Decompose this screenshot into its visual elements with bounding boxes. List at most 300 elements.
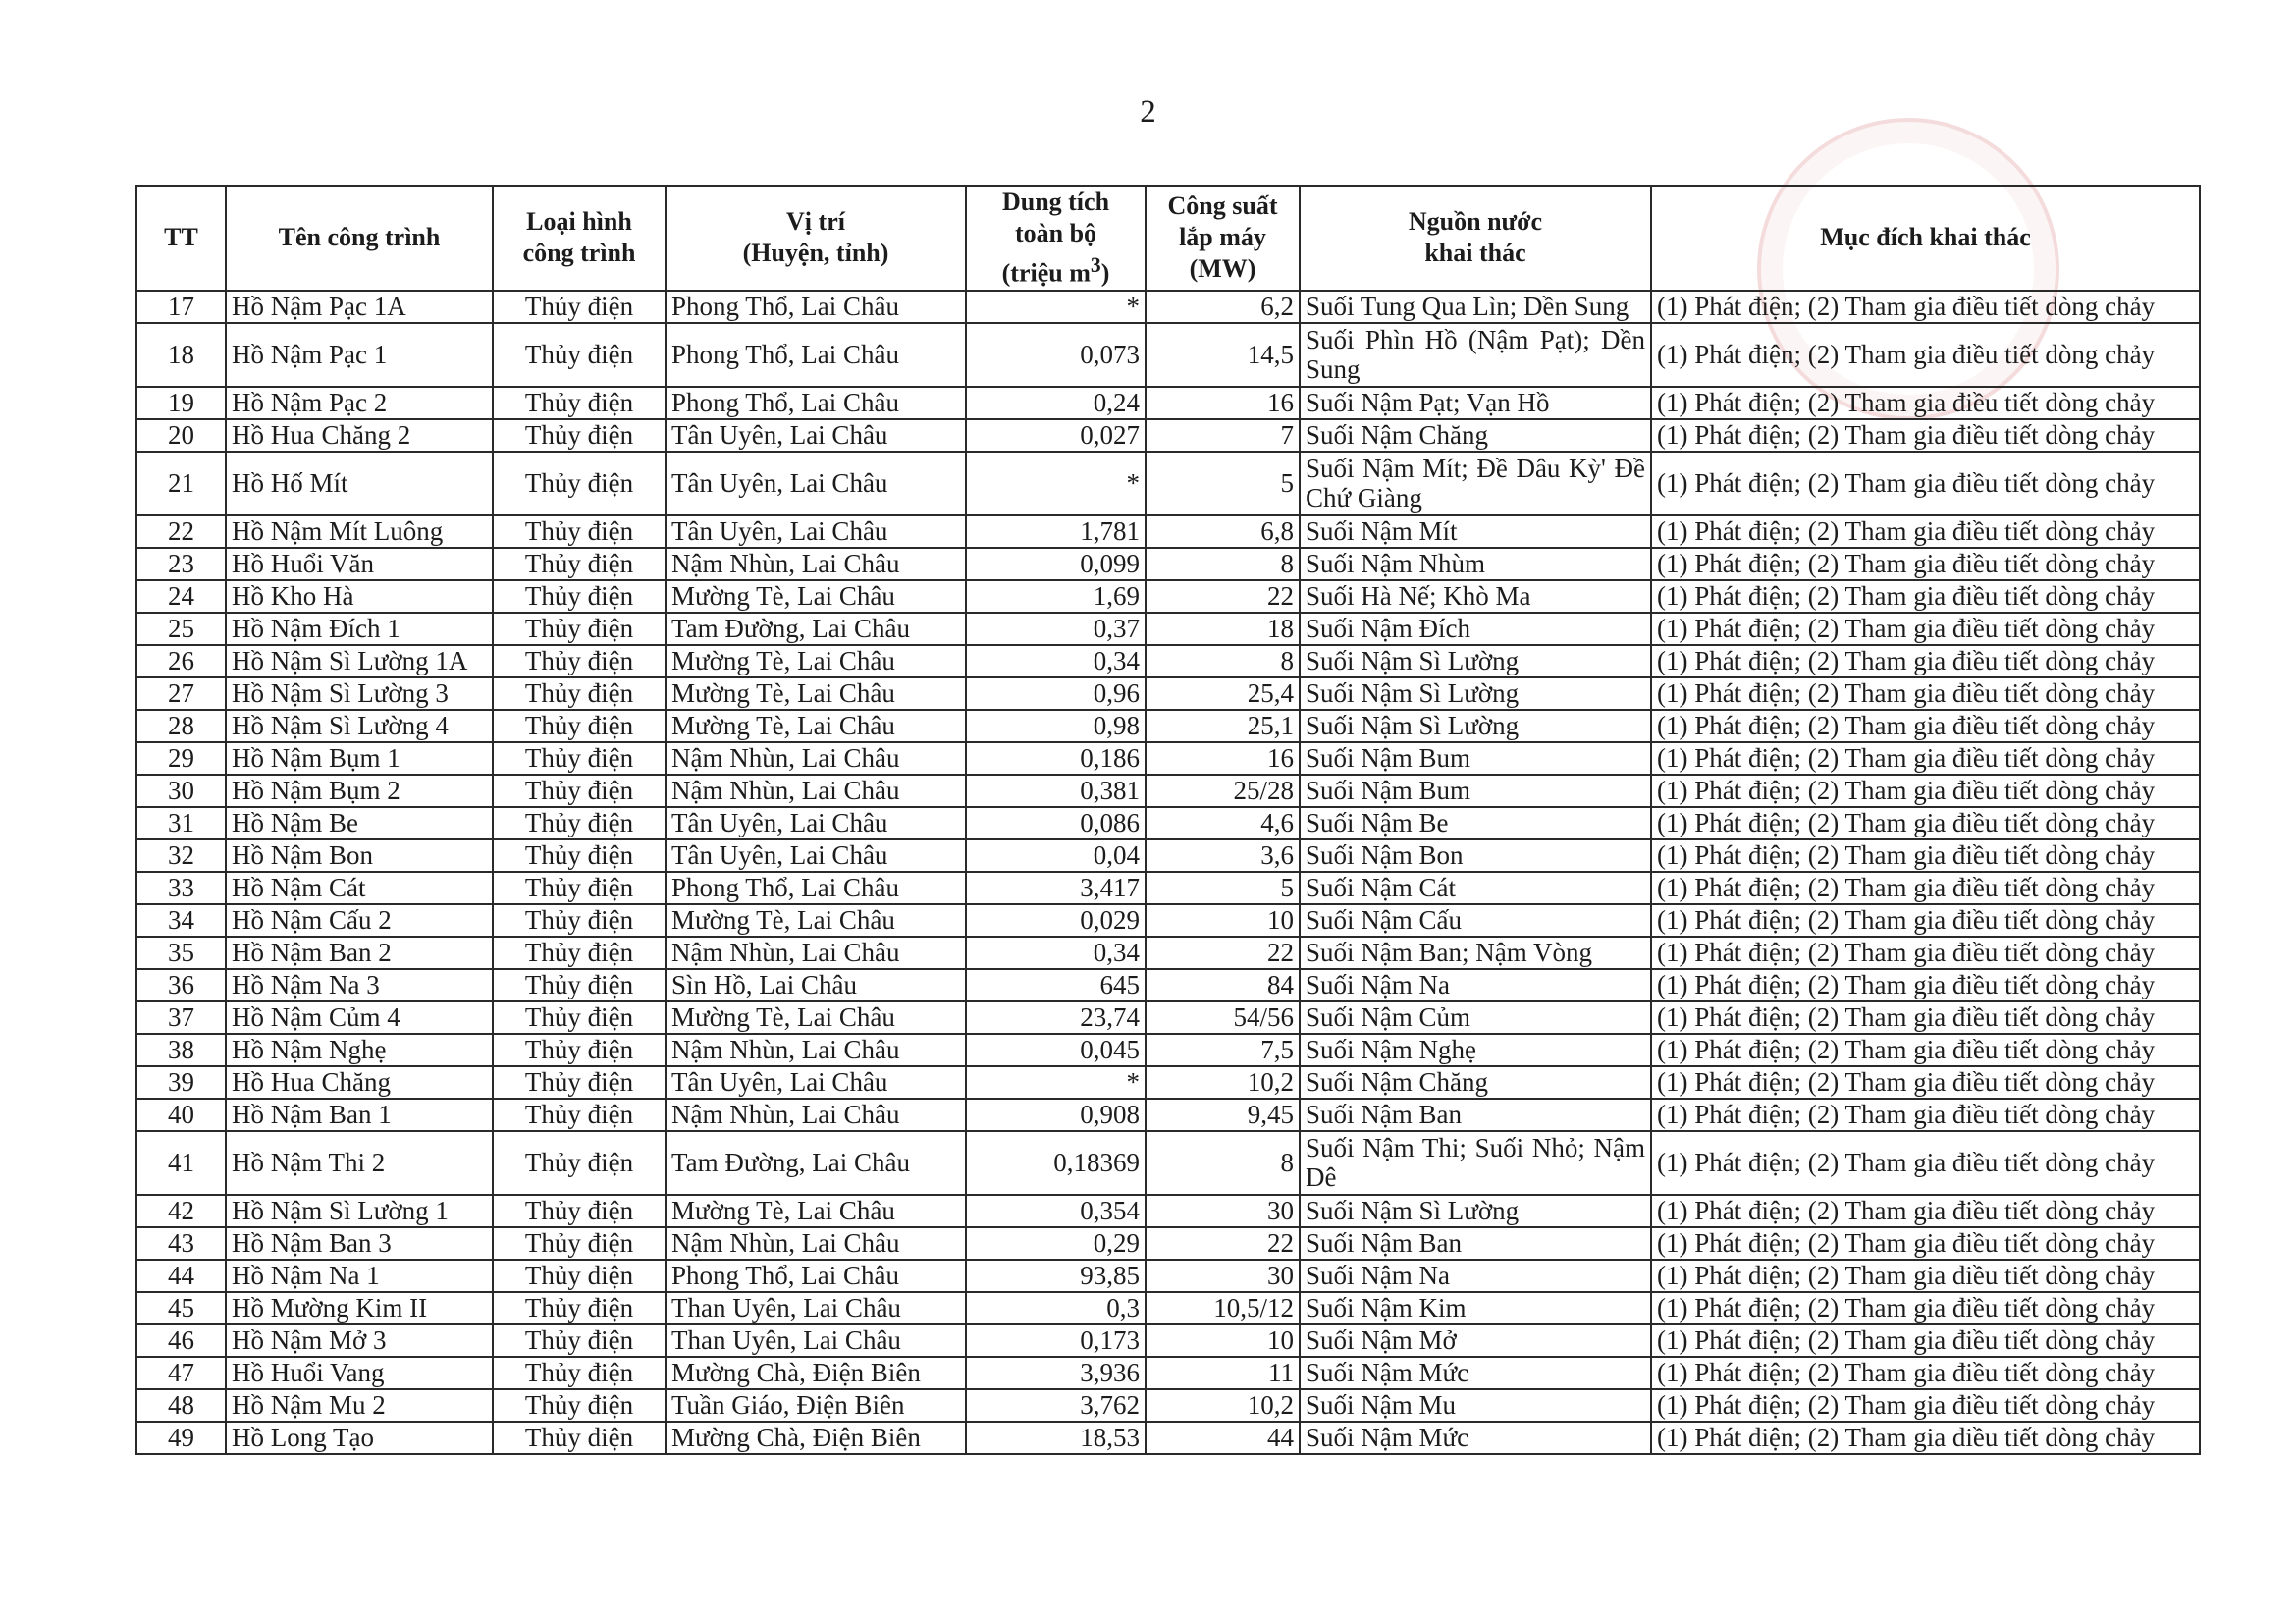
header-location-line1: Vị trí — [786, 207, 845, 237]
table-row — [136, 1260, 2200, 1292]
cell-location: Phong Thổ, Lai Châu — [666, 323, 966, 387]
cell-name: Hồ Kho Hà — [226, 580, 493, 613]
header-type-line2: công trình — [522, 239, 636, 268]
table-row — [136, 580, 2200, 613]
cell-purpose: (1) Phát điện; (2) Tham gia điều tiết dòng chảy — [1651, 775, 2200, 807]
cell-type: Thủy điện — [493, 904, 666, 937]
table-row — [136, 742, 2200, 775]
cell-name: Hồ Hua Chăng 2 — [226, 419, 493, 452]
cell-type: Thủy điện — [493, 839, 666, 872]
cell-purpose: (1) Phát điện; (2) Tham gia điều tiết dòng chảy — [1651, 1066, 2200, 1099]
cell-power: 54/56 — [1146, 1001, 1300, 1034]
page-number: 2 — [1140, 94, 1156, 130]
cell-source: Suối Nậm Cấu — [1300, 904, 1651, 937]
cell-source: Suối Nậm Nghẹ — [1300, 1034, 1651, 1066]
cell-location: Tân Uyên, Lai Châu — [666, 1066, 966, 1099]
cell-type: Thủy điện — [493, 872, 666, 904]
cell-purpose: (1) Phát điện; (2) Tham gia điều tiết dòng chảy — [1651, 515, 2200, 548]
header-power-line1: Công suất — [1167, 191, 1278, 221]
table-row — [136, 1001, 2200, 1034]
header-location-line2: (Huyện, tỉnh) — [742, 239, 889, 268]
cell-source: Suối Nậm Chăng — [1300, 419, 1651, 452]
cell-purpose: (1) Phát điện; (2) Tham gia điều tiết dòng chảy — [1651, 937, 2200, 969]
cell-source: Suối Nậm Ban — [1300, 1099, 1651, 1131]
cell-location: Tân Uyên, Lai Châu — [666, 452, 966, 515]
table-header — [136, 186, 2200, 291]
cell-purpose: (1) Phát điện; (2) Tham gia điều tiết dòng chảy — [1651, 677, 2200, 710]
cell-capacity: 0,3 — [966, 1292, 1146, 1324]
cell-power: 7,5 — [1146, 1034, 1300, 1066]
cell-tt: 42 — [136, 1195, 226, 1227]
cell-capacity: 0,29 — [966, 1227, 1146, 1260]
cell-power: 8 — [1146, 1131, 1300, 1195]
cell-tt: 49 — [136, 1422, 226, 1454]
cell-source: Suối Nậm Bum — [1300, 775, 1651, 807]
cell-name: Hồ Nậm Pạc 1 — [226, 323, 493, 387]
cell-source: Suối Nậm Mở — [1300, 1324, 1651, 1357]
table-row — [136, 937, 2200, 969]
cell-tt: 25 — [136, 613, 226, 645]
cell-type: Thủy điện — [493, 1260, 666, 1292]
cell-type: Thủy điện — [493, 580, 666, 613]
cell-source: Suối Phìn Hồ (Nậm Pạt); Dền Sung — [1300, 323, 1651, 387]
cell-location: Nậm Nhùn, Lai Châu — [666, 742, 966, 775]
cell-purpose: (1) Phát điện; (2) Tham gia điều tiết dòng chảy — [1651, 710, 2200, 742]
cell-type: Thủy điện — [493, 1195, 666, 1227]
reservoir-table — [135, 185, 2201, 1455]
cell-tt: 18 — [136, 323, 226, 387]
cell-name: Hồ Nậm Sì Lường 3 — [226, 677, 493, 710]
cell-purpose: (1) Phát điện; (2) Tham gia điều tiết dòng chảy — [1651, 807, 2200, 839]
cell-purpose: (1) Phát điện; (2) Tham gia điều tiết dòng chảy — [1651, 1195, 2200, 1227]
cell-capacity: 0,099 — [966, 548, 1146, 580]
cell-name: Hồ Nậm Củm 4 — [226, 1001, 493, 1034]
cell-tt: 45 — [136, 1292, 226, 1324]
cell-source: Suối Nậm Mu — [1300, 1389, 1651, 1422]
cell-tt: 37 — [136, 1001, 226, 1034]
cell-tt: 36 — [136, 969, 226, 1001]
cell-source: Suối Nậm Pạt; Vạn Hồ — [1300, 387, 1651, 419]
header-type-line1: Loại hình — [526, 207, 632, 237]
cell-source: Suối Nậm Na — [1300, 1260, 1651, 1292]
cell-source: Suối Nậm Sì Lường — [1300, 677, 1651, 710]
cell-name: Hồ Nậm Ban 3 — [226, 1227, 493, 1260]
cell-tt: 34 — [136, 904, 226, 937]
cell-source: Suối Nậm Bon — [1300, 839, 1651, 872]
cell-purpose: (1) Phát điện; (2) Tham gia điều tiết dòng chảy — [1651, 387, 2200, 419]
cell-name: Hồ Nậm Ban 2 — [226, 937, 493, 969]
cell-capacity: 0,34 — [966, 645, 1146, 677]
cell-capacity: 0,045 — [966, 1034, 1146, 1066]
cell-type: Thủy điện — [493, 419, 666, 452]
cell-tt: 24 — [136, 580, 226, 613]
table-row — [136, 677, 2200, 710]
cell-power: 25/28 — [1146, 775, 1300, 807]
cell-purpose: (1) Phát điện; (2) Tham gia điều tiết dòng chảy — [1651, 548, 2200, 580]
cell-purpose: (1) Phát điện; (2) Tham gia điều tiết dòng chảy — [1651, 1389, 2200, 1422]
cell-power: 10,5/12 — [1146, 1292, 1300, 1324]
cell-power: 16 — [1146, 742, 1300, 775]
cell-capacity: 0,086 — [966, 807, 1146, 839]
cell-capacity: 23,74 — [966, 1001, 1146, 1034]
cell-purpose: (1) Phát điện; (2) Tham gia điều tiết dòng chảy — [1651, 742, 2200, 775]
cell-capacity: 0,96 — [966, 677, 1146, 710]
cell-purpose: (1) Phát điện; (2) Tham gia điều tiết dòng chảy — [1651, 580, 2200, 613]
cell-tt: 28 — [136, 710, 226, 742]
cell-location: Phong Thổ, Lai Châu — [666, 872, 966, 904]
cell-purpose: (1) Phát điện; (2) Tham gia điều tiết dòng chảy — [1651, 904, 2200, 937]
table-row — [136, 807, 2200, 839]
cell-capacity: 0,37 — [966, 613, 1146, 645]
cell-name: Hồ Long Tạo — [226, 1422, 493, 1454]
cell-location: Nậm Nhùn, Lai Châu — [666, 775, 966, 807]
cell-purpose: (1) Phát điện; (2) Tham gia điều tiết dòng chảy — [1651, 1227, 2200, 1260]
header-power-line2: lắp máy — [1179, 223, 1266, 252]
cell-capacity: * — [966, 452, 1146, 515]
cell-purpose: (1) Phát điện; (2) Tham gia điều tiết dòng chảy — [1651, 1324, 2200, 1357]
table-row — [136, 1099, 2200, 1131]
cell-capacity: 0,24 — [966, 387, 1146, 419]
cell-capacity: 0,908 — [966, 1099, 1146, 1131]
table-body — [136, 291, 2200, 1454]
cell-name: Hồ Nậm Sì Lường 1A — [226, 645, 493, 677]
cell-capacity: 0,18369 — [966, 1131, 1146, 1195]
cell-location: Mường Chà, Điện Biên — [666, 1422, 966, 1454]
cell-name: Hồ Nậm Thi 2 — [226, 1131, 493, 1195]
cell-power: 6,8 — [1146, 515, 1300, 548]
header-power — [1146, 186, 1300, 291]
cell-location: Tam Đường, Lai Châu — [666, 613, 966, 645]
table-row — [136, 452, 2200, 515]
cell-source: Suối Nậm Mức — [1300, 1357, 1651, 1389]
header-capacity-line1: Dung tích — [1001, 188, 1110, 216]
cell-tt: 29 — [136, 742, 226, 775]
header-capacity-sup: 3 — [1090, 253, 1101, 277]
table-row — [136, 710, 2200, 742]
cell-type: Thủy điện — [493, 969, 666, 1001]
cell-source: Suối Nậm Thi; Suối Nhỏ; Nậm Dê — [1300, 1131, 1651, 1195]
cell-capacity: 0,186 — [966, 742, 1146, 775]
cell-tt: 20 — [136, 419, 226, 452]
cell-capacity: 1,781 — [966, 515, 1146, 548]
cell-source: Suối Nậm Sì Lường — [1300, 710, 1651, 742]
table-row — [136, 515, 2200, 548]
cell-capacity: 0,029 — [966, 904, 1146, 937]
table-row — [136, 323, 2200, 387]
cell-location: Tuần Giáo, Điện Biên — [666, 1389, 966, 1422]
cell-source: Suối Nậm Ban — [1300, 1227, 1651, 1260]
cell-name: Hồ Nậm Ban 1 — [226, 1099, 493, 1131]
cell-location: Phong Thổ, Lai Châu — [666, 1260, 966, 1292]
cell-purpose: (1) Phát điện; (2) Tham gia điều tiết dòng chảy — [1651, 1034, 2200, 1066]
cell-tt: 31 — [136, 807, 226, 839]
header-power-line3: (MW) — [1189, 254, 1256, 284]
cell-name: Hồ Nậm Đích 1 — [226, 613, 493, 645]
cell-purpose: (1) Phát điện; (2) Tham gia điều tiết dòng chảy — [1651, 419, 2200, 452]
cell-type: Thủy điện — [493, 807, 666, 839]
cell-power: 11 — [1146, 1357, 1300, 1389]
cell-capacity: 0,98 — [966, 710, 1146, 742]
cell-capacity: 0,173 — [966, 1324, 1146, 1357]
cell-location: Nậm Nhùn, Lai Châu — [666, 548, 966, 580]
cell-tt: 38 — [136, 1034, 226, 1066]
cell-tt: 32 — [136, 839, 226, 872]
cell-source: Suối Nậm Củm — [1300, 1001, 1651, 1034]
cell-type: Thủy điện — [493, 1292, 666, 1324]
cell-capacity: 0,354 — [966, 1195, 1146, 1227]
table-row — [136, 1422, 2200, 1454]
table-row — [136, 419, 2200, 452]
header-type — [493, 186, 666, 291]
cell-source: Suối Nậm Chăng — [1300, 1066, 1651, 1099]
cell-tt: 47 — [136, 1357, 226, 1389]
cell-name: Hồ Nậm Be — [226, 807, 493, 839]
cell-tt: 44 — [136, 1260, 226, 1292]
table-row — [136, 1034, 2200, 1066]
cell-type: Thủy điện — [493, 1389, 666, 1422]
cell-power: 3,6 — [1146, 839, 1300, 872]
cell-location: Mường Tè, Lai Châu — [666, 645, 966, 677]
cell-purpose: (1) Phát điện; (2) Tham gia điều tiết dòng chảy — [1651, 1422, 2200, 1454]
cell-name: Hồ Nậm Bon — [226, 839, 493, 872]
cell-power: 10 — [1146, 904, 1300, 937]
cell-source: Suối Tung Qua Lìn; Dền Sung — [1300, 291, 1651, 323]
header-capacity-close: ) — [1100, 258, 1110, 288]
cell-tt: 23 — [136, 548, 226, 580]
cell-name: Hồ Nậm Cát — [226, 872, 493, 904]
cell-name: Hồ Mường Kim II — [226, 1292, 493, 1324]
cell-power: 25,4 — [1146, 677, 1300, 710]
cell-name: Hồ Huổi Vang — [226, 1357, 493, 1389]
cell-purpose: (1) Phát điện; (2) Tham gia điều tiết dòng chảy — [1651, 1131, 2200, 1195]
cell-type: Thủy điện — [493, 677, 666, 710]
cell-type: Thủy điện — [493, 1034, 666, 1066]
cell-source: Suối Hà Nế; Khò Ma — [1300, 580, 1651, 613]
cell-tt: 41 — [136, 1131, 226, 1195]
cell-tt: 21 — [136, 452, 226, 515]
cell-type: Thủy điện — [493, 710, 666, 742]
cell-purpose: (1) Phát điện; (2) Tham gia điều tiết dòng chảy — [1651, 839, 2200, 872]
cell-tt: 35 — [136, 937, 226, 969]
cell-capacity: 0,34 — [966, 937, 1146, 969]
cell-purpose: (1) Phát điện; (2) Tham gia điều tiết dòng chảy — [1651, 1357, 2200, 1389]
cell-type: Thủy điện — [493, 1324, 666, 1357]
cell-source: Suối Nậm Na — [1300, 969, 1651, 1001]
cell-location: Mường Chà, Điện Biên — [666, 1357, 966, 1389]
cell-power: 10,2 — [1146, 1389, 1300, 1422]
cell-power: 22 — [1146, 580, 1300, 613]
cell-location: Than Uyên, Lai Châu — [666, 1324, 966, 1357]
cell-purpose: (1) Phát điện; (2) Tham gia điều tiết dòng chảy — [1651, 613, 2200, 645]
cell-location: Tân Uyên, Lai Châu — [666, 807, 966, 839]
cell-type: Thủy điện — [493, 1422, 666, 1454]
cell-capacity: 3,936 — [966, 1357, 1146, 1389]
cell-capacity: 93,85 — [966, 1260, 1146, 1292]
cell-tt: 48 — [136, 1389, 226, 1422]
cell-type: Thủy điện — [493, 1099, 666, 1131]
cell-type: Thủy điện — [493, 775, 666, 807]
cell-capacity: * — [966, 1066, 1146, 1099]
cell-tt: 39 — [136, 1066, 226, 1099]
cell-location: Phong Thổ, Lai Châu — [666, 291, 966, 323]
cell-source: Suối Nậm Kim — [1300, 1292, 1651, 1324]
cell-purpose: (1) Phát điện; (2) Tham gia điều tiết dòng chảy — [1651, 1292, 2200, 1324]
cell-purpose: (1) Phát điện; (2) Tham gia điều tiết dòng chảy — [1651, 1099, 2200, 1131]
table-row — [136, 1195, 2200, 1227]
cell-name: Hồ Nậm Na 1 — [226, 1260, 493, 1292]
cell-power: 5 — [1146, 452, 1300, 515]
cell-location: Nậm Nhùn, Lai Châu — [666, 1099, 966, 1131]
cell-type: Thủy điện — [493, 323, 666, 387]
cell-capacity: 1,69 — [966, 580, 1146, 613]
cell-power: 30 — [1146, 1260, 1300, 1292]
cell-name: Hồ Nậm Mít Luông — [226, 515, 493, 548]
header-source — [1300, 186, 1651, 291]
cell-power: 30 — [1146, 1195, 1300, 1227]
cell-type: Thủy điện — [493, 1131, 666, 1195]
table-row — [136, 613, 2200, 645]
cell-name: Hồ Nậm Sì Lường 4 — [226, 710, 493, 742]
cell-purpose: (1) Phát điện; (2) Tham gia điều tiết dòng chảy — [1651, 291, 2200, 323]
cell-power: 14,5 — [1146, 323, 1300, 387]
cell-location: Nậm Nhùn, Lai Châu — [666, 1034, 966, 1066]
header-source-line1: Nguồn nước — [1408, 207, 1543, 237]
cell-name: Hồ Nậm Sì Lường 1 — [226, 1195, 493, 1227]
cell-power: 7 — [1146, 419, 1300, 452]
cell-type: Thủy điện — [493, 1357, 666, 1389]
cell-tt: 19 — [136, 387, 226, 419]
cell-name: Hồ Nậm Nghẹ — [226, 1034, 493, 1066]
cell-type: Thủy điện — [493, 387, 666, 419]
table-row — [136, 969, 2200, 1001]
cell-source: Suối Nậm Cát — [1300, 872, 1651, 904]
cell-location: Tam Đường, Lai Châu — [666, 1131, 966, 1195]
cell-source: Suối Nậm Mít; Đề Dâu Kỳ' Đề Chứ Giàng — [1300, 452, 1651, 515]
cell-source: Suối Nậm Bum — [1300, 742, 1651, 775]
table-row — [136, 1292, 2200, 1324]
cell-name: Hồ Nậm Pạc 1A — [226, 291, 493, 323]
header-purpose: Mục đích khai thác — [1651, 186, 2200, 291]
cell-power: 22 — [1146, 937, 1300, 969]
cell-power: 8 — [1146, 548, 1300, 580]
cell-tt: 43 — [136, 1227, 226, 1260]
cell-power: 8 — [1146, 645, 1300, 677]
table-row — [136, 1066, 2200, 1099]
cell-purpose: (1) Phát điện; (2) Tham gia điều tiết dòng chảy — [1651, 872, 2200, 904]
header-tt: TT — [136, 186, 226, 291]
cell-location: Than Uyên, Lai Châu — [666, 1292, 966, 1324]
cell-tt: 27 — [136, 677, 226, 710]
cell-type: Thủy điện — [493, 515, 666, 548]
cell-location: Tân Uyên, Lai Châu — [666, 515, 966, 548]
cell-capacity: 0,073 — [966, 323, 1146, 387]
cell-type: Thủy điện — [493, 1066, 666, 1099]
cell-location: Nậm Nhùn, Lai Châu — [666, 937, 966, 969]
cell-name: Hồ Nậm Bụm 1 — [226, 742, 493, 775]
cell-tt: 26 — [136, 645, 226, 677]
cell-location: Mường Tè, Lai Châu — [666, 677, 966, 710]
table-row — [136, 387, 2200, 419]
cell-type: Thủy điện — [493, 937, 666, 969]
cell-power: 9,45 — [1146, 1099, 1300, 1131]
cell-capacity: 0,027 — [966, 419, 1146, 452]
table-row — [136, 775, 2200, 807]
cell-power: 5 — [1146, 872, 1300, 904]
cell-location: Mường Tè, Lai Châu — [666, 1001, 966, 1034]
cell-power: 84 — [1146, 969, 1300, 1001]
cell-tt: 40 — [136, 1099, 226, 1131]
cell-source: Suối Nậm Mít — [1300, 515, 1651, 548]
table-row — [136, 1324, 2200, 1357]
cell-tt: 46 — [136, 1324, 226, 1357]
cell-capacity: 3,417 — [966, 872, 1146, 904]
cell-purpose: (1) Phát điện; (2) Tham gia điều tiết dòng chảy — [1651, 969, 2200, 1001]
cell-name: Hồ Huổi Văn — [226, 548, 493, 580]
cell-name: Hồ Nậm Bụm 2 — [226, 775, 493, 807]
cell-type: Thủy điện — [493, 452, 666, 515]
cell-tt: 30 — [136, 775, 226, 807]
cell-tt: 22 — [136, 515, 226, 548]
cell-power: 6,2 — [1146, 291, 1300, 323]
cell-power: 18 — [1146, 613, 1300, 645]
cell-name: Hồ Nậm Mu 2 — [226, 1389, 493, 1422]
cell-location: Phong Thổ, Lai Châu — [666, 387, 966, 419]
cell-source: Suối Nậm Be — [1300, 807, 1651, 839]
header-capacity-line3: (triệu m — [1001, 258, 1091, 288]
cell-source: Suối Nậm Mức — [1300, 1422, 1651, 1454]
cell-location: Mường Tè, Lai Châu — [666, 904, 966, 937]
cell-purpose: (1) Phát điện; (2) Tham gia điều tiết dòng chảy — [1651, 452, 2200, 515]
cell-capacity: * — [966, 291, 1146, 323]
cell-source: Suối Nậm Sì Lường — [1300, 1195, 1651, 1227]
cell-location: Nậm Nhùn, Lai Châu — [666, 1227, 966, 1260]
header-capacity-line2: toàn bộ — [1014, 219, 1097, 247]
cell-source: Suối Nậm Nhùm — [1300, 548, 1651, 580]
cell-type: Thủy điện — [493, 613, 666, 645]
cell-power: 10,2 — [1146, 1066, 1300, 1099]
cell-capacity: 18,53 — [966, 1422, 1146, 1454]
cell-power: 16 — [1146, 387, 1300, 419]
cell-tt: 33 — [136, 872, 226, 904]
table-row — [136, 548, 2200, 580]
table-row — [136, 645, 2200, 677]
cell-location: Tân Uyên, Lai Châu — [666, 419, 966, 452]
cell-location: Sìn Hồ, Lai Châu — [666, 969, 966, 1001]
cell-power: 25,1 — [1146, 710, 1300, 742]
cell-type: Thủy điện — [493, 1227, 666, 1260]
table-row — [136, 1227, 2200, 1260]
cell-power: 22 — [1146, 1227, 1300, 1260]
cell-name: Hồ Nậm Pạc 2 — [226, 387, 493, 419]
table-row — [136, 904, 2200, 937]
cell-tt: 17 — [136, 291, 226, 323]
cell-type: Thủy điện — [493, 645, 666, 677]
cell-name: Hồ Nậm Cấu 2 — [226, 904, 493, 937]
cell-name: Hồ Nậm Na 3 — [226, 969, 493, 1001]
cell-capacity: 0,381 — [966, 775, 1146, 807]
cell-source: Suối Nậm Ban; Nậm Vòng — [1300, 937, 1651, 969]
cell-type: Thủy điện — [493, 1001, 666, 1034]
cell-type: Thủy điện — [493, 291, 666, 323]
cell-type: Thủy điện — [493, 742, 666, 775]
table-row — [136, 1357, 2200, 1389]
table-row — [136, 1389, 2200, 1422]
cell-power: 44 — [1146, 1422, 1300, 1454]
cell-power: 4,6 — [1146, 807, 1300, 839]
cell-location: Mường Tè, Lai Châu — [666, 1195, 966, 1227]
header-source-line2: khai thác — [1424, 239, 1526, 268]
cell-capacity: 645 — [966, 969, 1146, 1001]
